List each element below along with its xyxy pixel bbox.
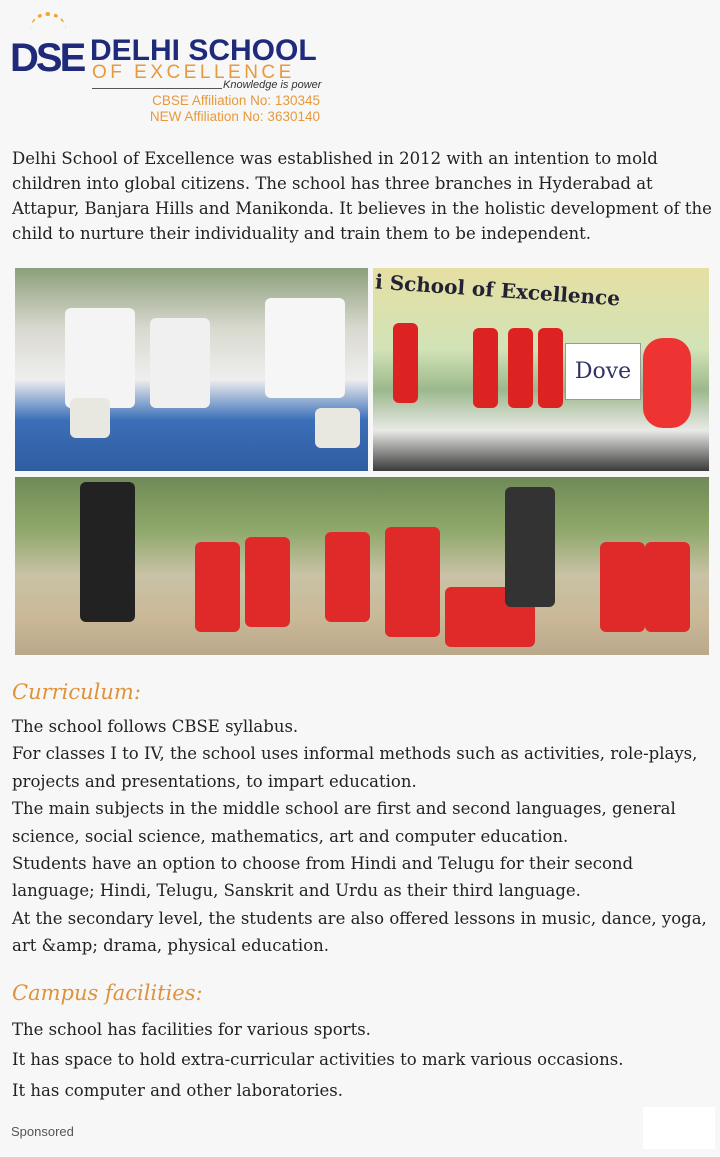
photo-stage-event <box>373 268 709 471</box>
logo-divider <box>92 88 222 89</box>
logo-name-line2: OF EXCELLENCE <box>92 62 295 83</box>
photo-playground <box>15 477 709 655</box>
school-logo <box>8 10 328 128</box>
ad-slot[interactable] <box>643 1107 715 1149</box>
campus-line: The school has facilities for various sports. <box>12 1020 371 1039</box>
intro-paragraph: Delhi School of Excellence was established in 2012 with an intention to mold children into global citizens. The school has three branches in Hyderabad at Attapur, Banjara Hills and Manikonda. It believes in the holistic development of the child to nurture their individuality and train them to be independent. <box>12 149 712 243</box>
sponsored-label: Sponsored <box>11 1124 74 1139</box>
logo-name-line1: DELHI SCHOOL <box>90 34 317 67</box>
campus-heading: Campus facilities: <box>12 981 203 1005</box>
curriculum-heading: Curriculum: <box>12 680 141 704</box>
curriculum-line: Students have an option to choose from Hindi and Telugu for their second language; Hindi, Telugu, Sanskrit and Urdu as their third language. <box>12 854 634 901</box>
sun-icon <box>30 12 66 34</box>
campus-line: It has space to hold extra-curricular activities to mark various occasions. <box>12 1050 624 1070</box>
curriculum-text <box>12 713 717 960</box>
cbse-affiliation: CBSE Affiliation No: 130345 <box>152 93 320 108</box>
campus-line: It has computer and other laboratories. <box>12 1080 344 1100</box>
logo-monogram: DSE <box>10 36 84 80</box>
curriculum-line: At the secondary level, the students are also offered lessons in music, dance, yoga, art &amp; drama, physical education. <box>12 908 707 956</box>
photo-science-lab <box>15 268 368 471</box>
logo-tagline: Knowledge is power <box>223 79 322 91</box>
banner-text: i School of Excellence <box>374 269 621 311</box>
curriculum-line: For classes I to IV, the school uses informal methods such as activities, role-plays, projects and presentations, to impart education. <box>12 744 698 791</box>
campus-text <box>12 1016 717 1107</box>
curriculum-line: The main subjects in the middle school are first and second languages, general science, social science, mathematics, art and computer education. <box>12 799 676 846</box>
new-affiliation: NEW Affiliation No: 3630140 <box>149 109 320 124</box>
dove-sign: Dove <box>565 343 641 400</box>
curriculum-line: The school follows CBSE syllabus. <box>12 717 299 736</box>
